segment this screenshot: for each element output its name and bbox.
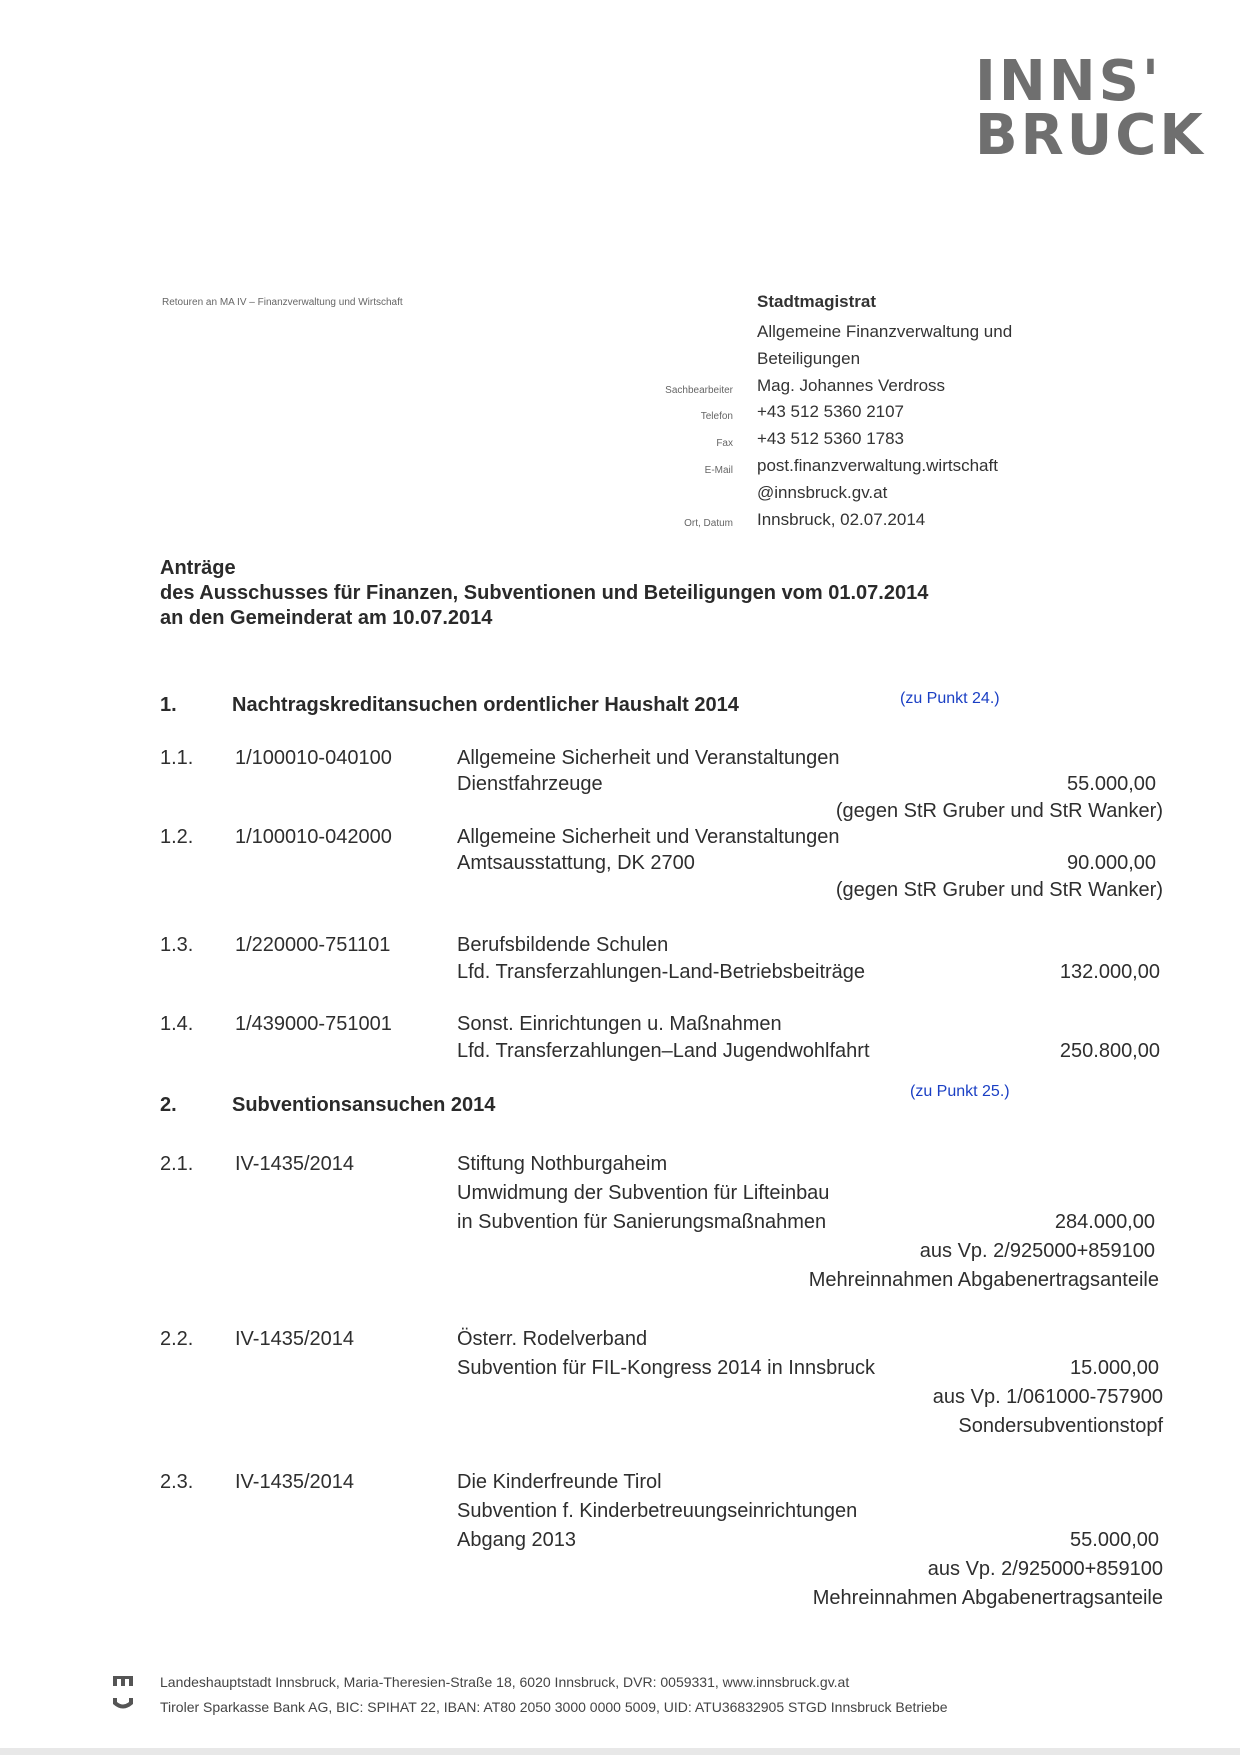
item-1-4-line1: Sonst. Einrichtungen u. Maßnahmen [457,1013,782,1035]
item-2-3-line3: Abgang 2013 [457,1529,577,1551]
innsbruck-logo [975,49,1206,168]
section-2-number: 2. [160,1094,177,1116]
title-line-1: Anträge [160,557,236,579]
item-1-2-line2: Amtsausstattung, DK 2700 [457,852,695,874]
item-1-4-line2: Lfd. Transferzahlungen–Land Jugendwohlfahrt [457,1040,870,1062]
item-2-3-line1: Die Kinderfreunde Tirol [457,1471,662,1493]
item-1-2-note: (gegen StR Gruber und StR Wanker) [835,879,1163,901]
item-2-2-number: 2.2. [160,1328,194,1350]
item-2-3-amount: 55.000,00 [1070,1529,1159,1551]
title-line-2: des Ausschusses für Finanzen, Subventionen und Beteiligungen vom 01.07.2014 [160,582,929,604]
sender-org: Stadtmagistrat [757,292,877,311]
item-1-1-line1: Allgemeine Sicherheit und Veranstaltungen [457,747,840,769]
section-2-heading: Subventionsansuchen 2014 [232,1094,496,1116]
sender-dept-line1: Allgemeine Finanzverwaltung und [757,322,1013,341]
label-fax: Fax [716,438,733,449]
item-1-2-line1: Allgemeine Sicherheit und Veranstaltungen [457,826,840,848]
footer-bank: Tiroler Sparkasse Bank AG, BIC: SPIHAT 22, IBAN: AT80 2050 3000 0000 5009, UID: ATU36832905 STGD Innsbruck Betriebe [160,1699,948,1715]
item-2-3-line2: Subvention f. Kinderbetreuungseinrichtungen [457,1500,858,1522]
item-2-3-number: 2.3. [160,1471,194,1493]
item-2-2-line1: Österr. Rodelverband [457,1328,648,1350]
document-title [160,556,928,631]
sender-email-line2: @innsbruck.gv.at [757,483,888,502]
item-1-4-amount: 250.800,00 [1059,1040,1160,1062]
item-1-1-code: 1/100010-040100 [235,747,392,769]
label-phone: Telefon [700,411,733,422]
item-1-4-number: 1.4. [160,1013,194,1035]
item-1-2-number: 1.2. [160,826,194,848]
item-2-1-line3: in Subvention für Sanierungsmaßnahmen [457,1211,827,1233]
item-1-3-code: 1/220000-751101 [235,934,391,956]
item-2-3-source: aus Vp. 2/925000+859100 [927,1558,1163,1580]
item-1-4-code: 1/439000-751001 [235,1013,392,1035]
sender-place-date: Innsbruck, 02.07.2014 [757,510,926,529]
item-1-3-amount: 132.000,00 [1059,961,1160,983]
sender-fax: +43 512 5360 1783 [757,429,905,448]
sender-clerk: Mag. Johannes Verdross [757,376,946,395]
item-1-1-amount: 55.000,00 [1067,773,1156,795]
city-emblem-icon [112,1672,134,1712]
logo-line-1: INNS' [975,49,1163,114]
item-2-1-source: aus Vp. 2/925000+859100 [919,1240,1155,1262]
return-address: Retouren an MA IV – Finanzverwaltung und Wirtschaft [162,297,403,308]
item-2-1-number: 2.1. [160,1153,194,1175]
item-2-2-source-note: Sondersubventionstopf [958,1415,1163,1437]
title-line-3: an den Gemeinderat am 10.07.2014 [160,607,493,629]
item-2-1-line2: Umwidmung der Subvention für Lifteinbau [457,1182,830,1204]
label-clerk: Sachbearbeiter [665,385,733,396]
item-2-2-amount: 15.000,00 [1070,1357,1159,1379]
page-bottom-edge [0,1748,1240,1755]
item-2-2-line2: Subvention für FIL-Kongress 2014 in Innsbruck [457,1357,876,1379]
item-2-1-amount: 284.000,00 [1054,1211,1155,1233]
label-email: E-Mail [704,465,733,476]
label-place-date: Ort, Datum [684,518,733,529]
item-1-3-line1: Berufsbildende Schulen [457,934,669,956]
item-1-1-note: (gegen StR Gruber und StR Wanker) [835,800,1163,822]
logo-line-2: BRUCK [975,103,1206,168]
item-2-2-source: aus Vp. 1/061000-757900 [932,1386,1163,1408]
item-1-3-number: 1.3. [160,934,194,956]
item-1-2-code: 1/100010-042000 [235,826,392,848]
section-2-ref: (zu Punkt 25.) [910,1083,1010,1100]
item-2-2-code: IV-1435/2014 [235,1328,354,1350]
item-1-1-line2: Dienstfahrzeuge [457,773,603,795]
item-2-3-source-note: Mehreinnahmen Abgabenertragsanteile [812,1587,1163,1609]
item-1-2-amount: 90.000,00 [1067,852,1156,874]
sender-dept-line2: Beteiligungen [757,349,861,368]
item-2-3-code: IV-1435/2014 [235,1471,354,1493]
item-2-1-source-note: Mehreinnahmen Abgabenertragsanteile [808,1269,1159,1291]
item-2-1-line1: Stiftung Nothburgaheim [457,1153,668,1175]
item-1-1-number: 1.1. [160,747,194,769]
section-1-heading: Nachtragskreditansuchen ordentlicher Haushalt 2014 [232,694,739,716]
footer-address: Landeshauptstadt Innsbruck, Maria-Theresien-Straße 18, 6020 Innsbruck, DVR: 0059331, www.innsbruck.gv.at [160,1674,850,1690]
section-1-number: 1. [160,694,177,716]
item-1-3-line2: Lfd. Transferzahlungen-Land-Betriebsbeiträge [457,961,866,983]
sender-email-line1: post.finanzverwaltung.wirtschaft [757,456,998,475]
item-2-1-code: IV-1435/2014 [235,1153,354,1175]
sender-phone: +43 512 5360 2107 [757,402,905,421]
section-1-ref: (zu Punkt 24.) [900,690,1000,707]
